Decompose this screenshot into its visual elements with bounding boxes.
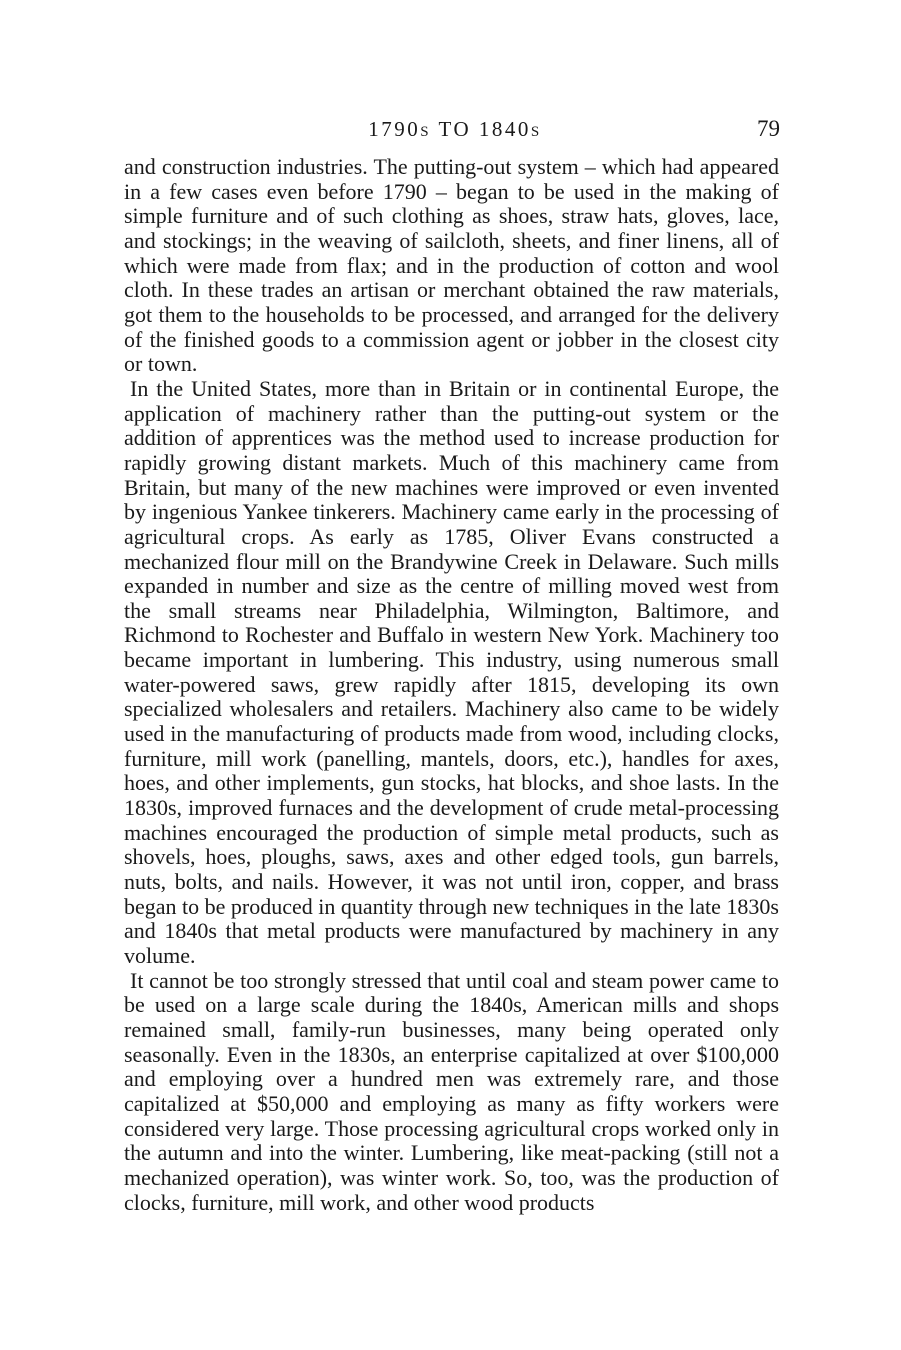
running-head: [130, 114, 780, 144]
running-title: 1790s TO 1840s: [368, 117, 542, 141]
page-number: 79: [757, 116, 780, 141]
paragraph-small-businesses: It cannot be too strongly stressed that until coal and steam power came to be used on a large scale during the 1840s, American mills and shops remained small, family-run businesses, many being operated only seasonally. Even in the 1830s, an enterprise capitalized at over $100,000 and employing over a hundred men was extremely rare, and those capitalized at $50,000 and employing as many as fifty workers were considered very large. Those processing agricultural crops worked only in the autumn and into the winter. Lumbering, like meat-packing (still not a mechanized operation), was winter work. So, too, was the production of clocks, furniture, mill work, and other wood products: [124, 967, 779, 1215]
body-text: [124, 155, 779, 1215]
paragraph-continued: and construction industries. The putting-out system – which had appeared in a few cases even before 1790 – began to be used in the making of simple furniture and of such clothing as shoes, straw hats, gloves, lace, and stockings; in the weaving of sailcloth, sheets, and finer linens, all of which were made from flax; and in the production of cotton and wool cloth. In these trades an artisan or merchant obtained the raw materials, got them to the households to be processed, and arranged for the delivery of the finished goods to a commission agent or jobber in the closest city or town.: [124, 154, 779, 377]
paragraph-machinery: In the United States, more than in Britain or in continental Europe, the application of machinery rather than the putting-out system or the addition of apprentices was the method used to increase production for rapidly growing distant markets. Much of this machinery came from Britain, but many of the new machines were improved or even invented by ingenious Yankee tinkerers. Machinery came early in the processing of agricultural crops. As early as 1785, Oliver Evans constructed a mechanized flour mill on the Brandywine Creek in Delaware. Such mills expanded in number and size as the centre of milling moved west from the small streams near Philadelphia, Wilmington, Baltimore, and Richmond to Rochester and Buffalo in western New York. Machinery too became important in lumbering. This industry, using numerous small water-powered saws, grew rapidly after 1815, developing its own specialized wholesalers and retailers. Machinery also came to be widely used in the manufacturing of products made from wood, including clocks, furniture, mill work (panelling, mantels, doors, etc.), handles for axes, hoes, and other implements, gun stocks, hat blocks, and shoe lasts. In the 1830s, improved furnaces and the development of crude metal-processing machines encouraged the production of simple metal products, such as shovels, hoes, ploughs, saws, axes and other edged tools, gun barrels, nuts, bolts, and nails. However, it was not until iron, copper, and brass began to be produced in quantity through new techniques in the late 1830s and 1840s that metal products were manufactured by machinery in any volume.: [124, 375, 779, 968]
